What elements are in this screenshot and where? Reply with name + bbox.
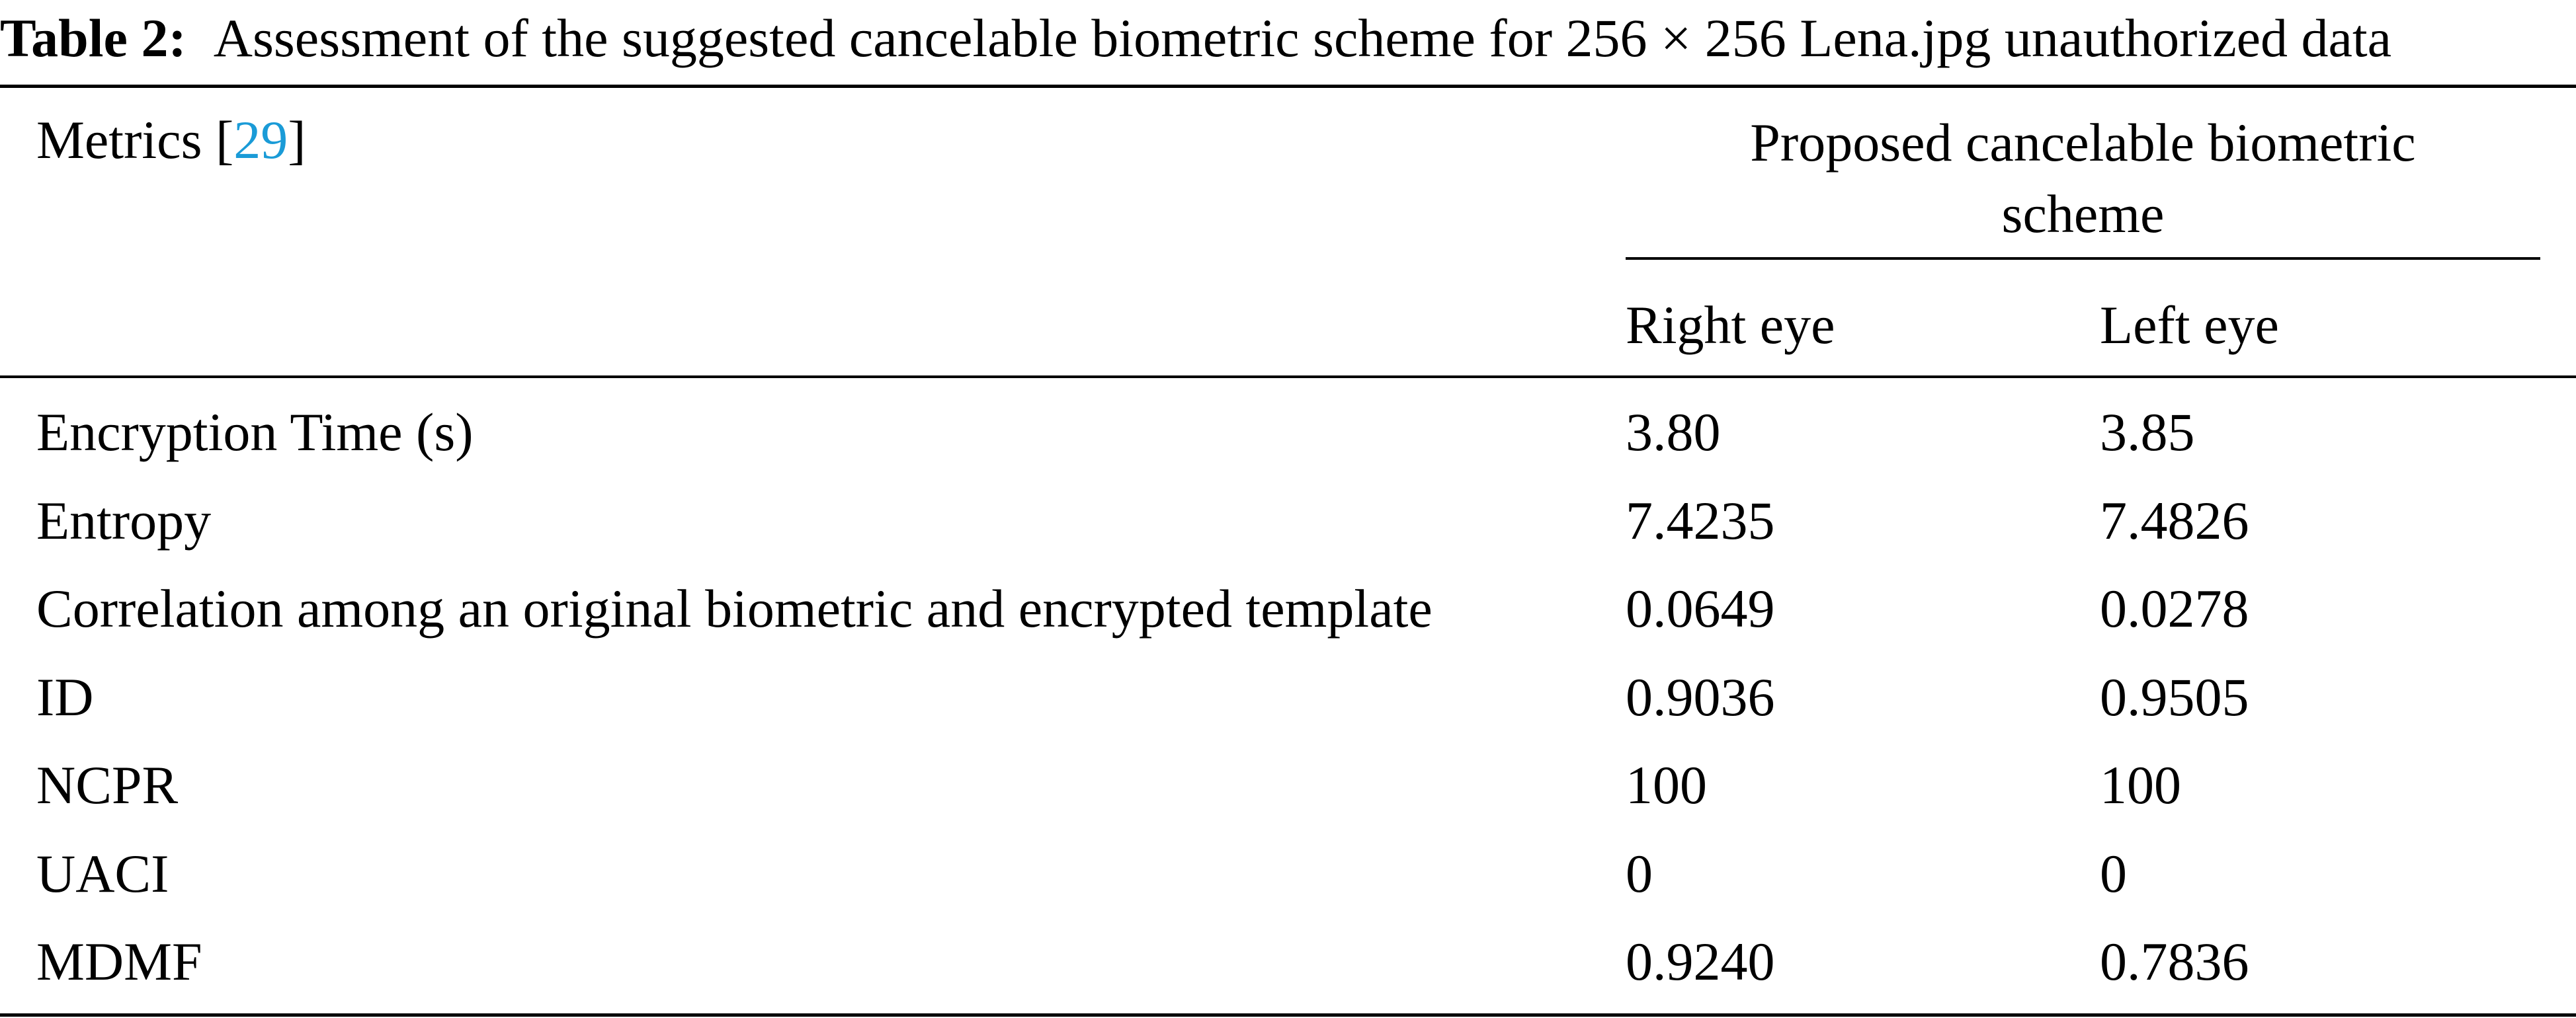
- metrics-header: Metrics [29]: [36, 110, 306, 170]
- metric-cell: ID: [36, 667, 94, 727]
- right-eye-value: 0.9240: [1626, 931, 1775, 992]
- right-eye-header: Right eye: [1626, 295, 1835, 355]
- top-rule: [0, 85, 2576, 88]
- proposed-scheme-header-line1: Proposed cancelable biometric: [1750, 112, 2416, 173]
- left-eye-value: 7.4826: [2100, 490, 2249, 551]
- bottom-rule: [0, 1013, 2576, 1017]
- right-eye-value: 0: [1626, 843, 1653, 904]
- left-eye-value: 0.9505: [2100, 667, 2249, 727]
- right-eye-value: 0.9036: [1626, 667, 1775, 727]
- caption-label: Table 2:: [0, 8, 187, 68]
- left-eye-value: 0: [2100, 843, 2127, 904]
- metric-cell: Entropy: [36, 490, 212, 551]
- group-span-rule: [1626, 257, 2540, 260]
- metric-cell: MDMF: [36, 931, 202, 992]
- table-caption: [0, 5, 2576, 71]
- right-eye-value: 7.4235: [1626, 490, 1775, 551]
- proposed-scheme-header-line2: scheme: [2001, 184, 2165, 244]
- left-eye-value: 0.7836: [2100, 931, 2249, 992]
- right-eye-value: 0.0649: [1626, 578, 1775, 639]
- left-eye-value: 3.85: [2100, 402, 2195, 462]
- left-eye-header: Left eye: [2100, 295, 2279, 355]
- right-eye-value: 100: [1626, 755, 1707, 815]
- proposed-scheme-header: [1626, 107, 2540, 250]
- left-eye-value: 0.0278: [2100, 578, 2249, 639]
- header-rule: [0, 375, 2576, 378]
- metric-cell: UACI: [36, 843, 169, 904]
- metric-cell: Encryption Time (s): [36, 402, 474, 462]
- caption-text: Assessment of the suggested cancelable biometric scheme for 256 × 256 Lena.jpg unauthorized data: [213, 8, 2392, 68]
- metric-cell: Correlation among an original biometric and encrypted template: [36, 578, 1433, 639]
- left-eye-value: 100: [2100, 755, 2181, 815]
- right-eye-value: 3.80: [1626, 402, 1721, 462]
- citation-link-29[interactable]: 29: [233, 110, 288, 170]
- metric-cell: NCPR: [36, 755, 179, 815]
